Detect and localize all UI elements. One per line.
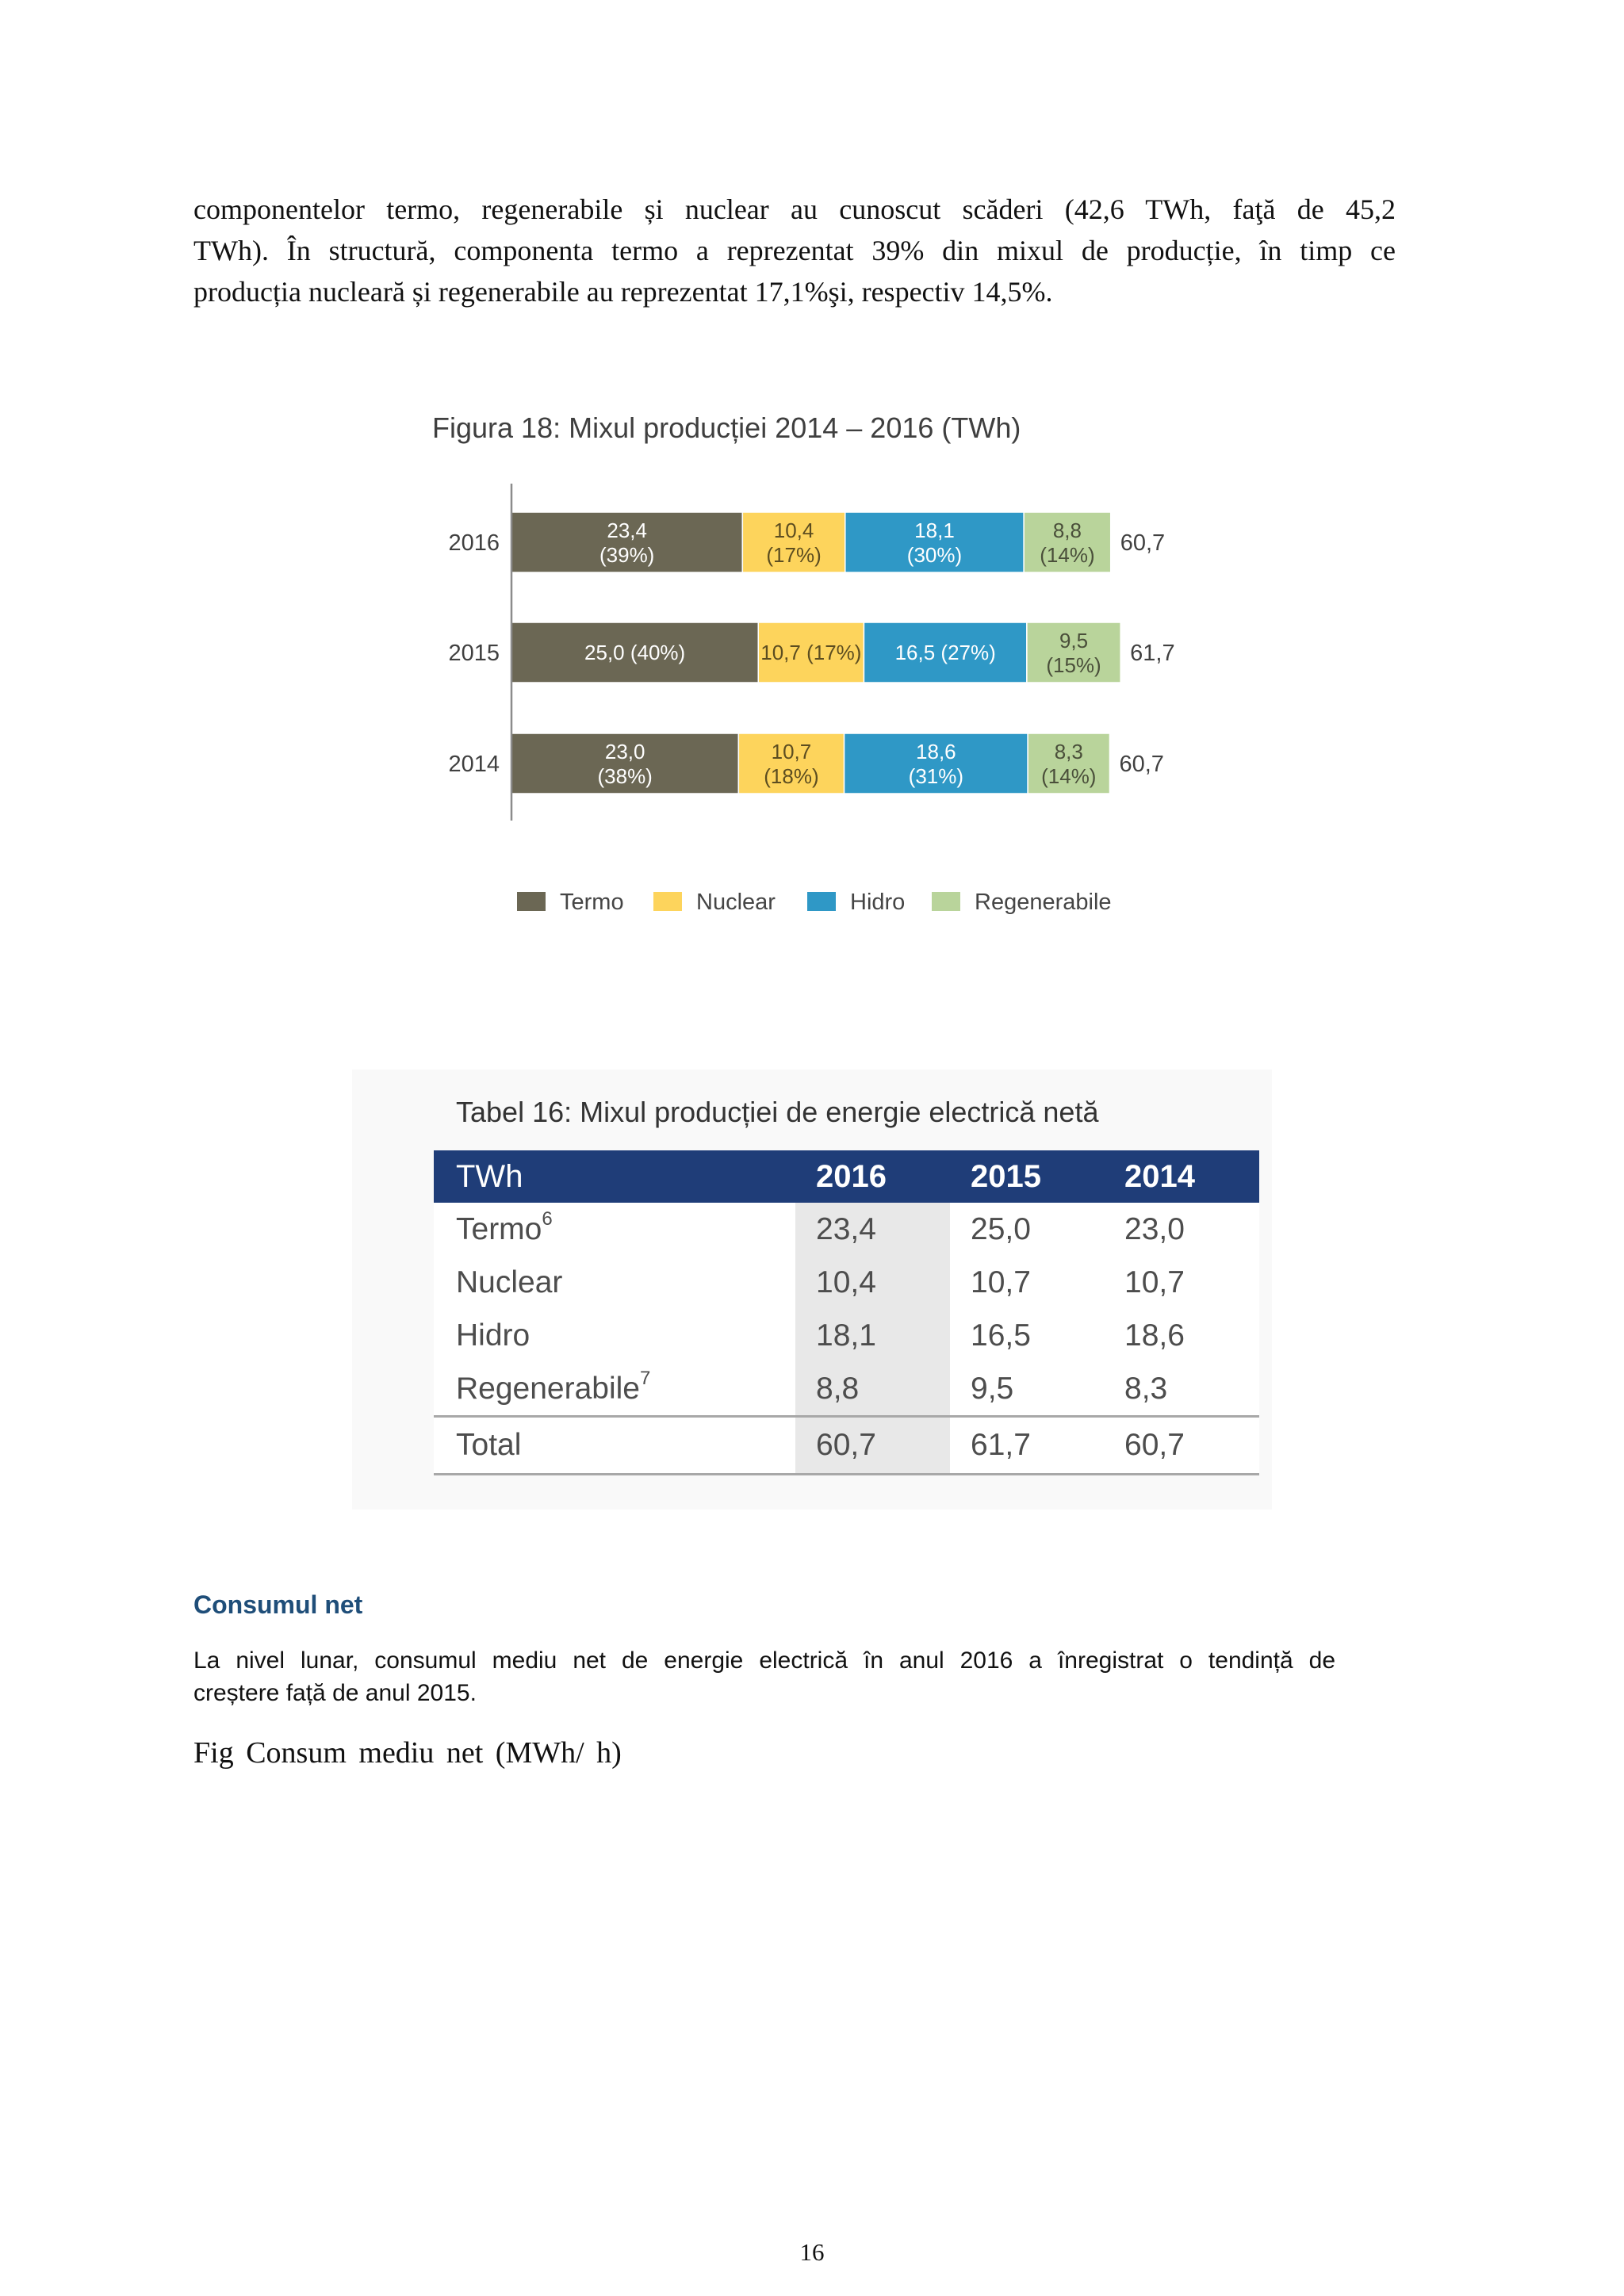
legend-label-nuclear: Nuclear [696,890,776,915]
data-label-line: (18%) [764,764,819,788]
table-row [434,1203,1259,1256]
column-header-unit: TWh [434,1150,795,1203]
legend-swatch-nuclear [653,892,682,911]
data-label-line: (14%) [1041,764,1097,788]
cell-2014: 8,3 [1104,1362,1259,1417]
paragraph-line: creștere față de anul 2015. [193,1680,477,1706]
data-label-hidro-2016 [907,519,962,567]
row-label-text: Termo [456,1211,542,1246]
intro-paragraph [193,189,1396,312]
table-title: Tabel 16: Mixul producției de energie electrică netă [456,1096,1099,1128]
total-2016: 60,7 [795,1417,950,1475]
data-label-nuclear-2016 [766,519,821,567]
column-header-2014: 2014 [1104,1150,1259,1203]
total-2014: 60,7 [1104,1417,1259,1475]
data-label-line: 23,4 [607,519,647,542]
row-label-text: Regenerabile [456,1371,641,1406]
total-label-2015: 61,7 [1130,641,1175,666]
total-label-2016: 60,7 [1120,530,1166,556]
data-label-line: 10,4 [773,519,814,542]
cell-2016: 18,1 [795,1309,950,1362]
data-label-line: (17%) [766,543,822,567]
footnote-ref: 7 [640,1367,651,1389]
production-mix-table [434,1150,1259,1475]
legend-swatch-hidro [807,892,836,911]
paragraph-line: producția nucleară și regenerabile au reprezentat 17,1%şi, respectiv 14,5%. [193,276,1053,308]
data-label-line: (31%) [908,764,964,788]
data-label-line: (15%) [1046,653,1101,677]
category-label-2014: 2014 [448,752,500,777]
data-label-line: 9,5 [1059,629,1089,652]
table-total-row [434,1417,1259,1475]
data-label-line: (14%) [1040,543,1095,567]
cell-2016: 10,4 [795,1256,950,1309]
production-mix-chart [428,460,1189,936]
data-label-termo-2016 [599,519,654,567]
data-label-line: (39%) [599,543,655,567]
footnote-ref: 6 [542,1207,553,1230]
total-label: Total [434,1417,795,1475]
cell-2015: 9,5 [950,1362,1104,1417]
category-label-2015: 2015 [448,641,500,666]
column-header-2015: 2015 [950,1150,1104,1203]
legend-label-hidro: Hidro [850,890,906,915]
page-number: 16 [799,2238,825,2266]
legend-swatch-regenerabile [932,892,960,911]
section-paragraph [193,1644,1335,1709]
data-label-hidro-2015: 16,5 (27%) [894,641,996,664]
total-label-2014: 60,7 [1119,752,1164,777]
data-label-line: 10,7 [771,740,812,763]
cell-2014: 18,6 [1104,1309,1259,1362]
data-label-line: 8,8 [1052,519,1082,542]
table-header-row [434,1150,1259,1203]
data-label-line: (38%) [597,764,653,788]
data-label-nuclear-2015: 10,7 (17%) [760,641,862,664]
paragraph-line: TWh). În structură, componenta termo a reprezentat 39% din mixul de producție, în timp ce [193,235,1396,266]
paragraph-line: componentelor termo, regenerabile și nuclear au cunoscut scăderi (42,6 TWh, faţă de 45,2 [193,193,1396,225]
legend-label-termo: Termo [560,890,624,915]
cell-2014: 23,0 [1104,1203,1259,1256]
cell-2015: 10,7 [950,1256,1104,1309]
table-row [434,1256,1259,1309]
total-2015: 61,7 [950,1417,1104,1475]
row-label [434,1256,795,1309]
row-label-text: Hidro [456,1318,530,1353]
figure-title: Figura 18: Mixul producției 2014 – 2016 (TWh) [432,411,1021,444]
data-label-termo-2015: 25,0 (40%) [584,641,686,664]
data-label-line: 18,1 [914,519,955,542]
data-label-termo-2014 [597,740,652,788]
data-label-nuclear-2014 [764,740,818,788]
table-row [434,1309,1259,1362]
figure-caption: Fig Consum mediu net (MWh/ h) [193,1736,622,1770]
cell-2015: 16,5 [950,1309,1104,1362]
paragraph-line: La nivel lunar, consumul mediu net de energie electrică în anul 2016 a înregistrat o tendință de [193,1647,1335,1674]
section-heading: Consumul net [193,1590,363,1619]
row-label [434,1203,795,1256]
legend-swatch-termo [517,892,546,911]
cell-2016: 23,4 [795,1203,950,1256]
category-label-2016: 2016 [448,530,500,556]
data-label-line: 23,0 [604,740,645,763]
cell-2015: 25,0 [950,1203,1104,1256]
column-header-2016: 2016 [795,1150,950,1203]
data-label-line: (30%) [906,543,963,567]
data-label-line: 8,3 [1054,740,1083,763]
cell-2016: 8,8 [795,1362,950,1417]
table-row [434,1362,1259,1417]
data-label-line: 18,6 [916,740,956,763]
legend-label-regenerabile: Regenerabile [975,890,1112,915]
row-label [434,1309,795,1362]
row-label [434,1362,795,1417]
data-label-hidro-2014 [909,740,963,788]
row-label-text: Nuclear [456,1265,563,1299]
cell-2014: 10,7 [1104,1256,1259,1309]
